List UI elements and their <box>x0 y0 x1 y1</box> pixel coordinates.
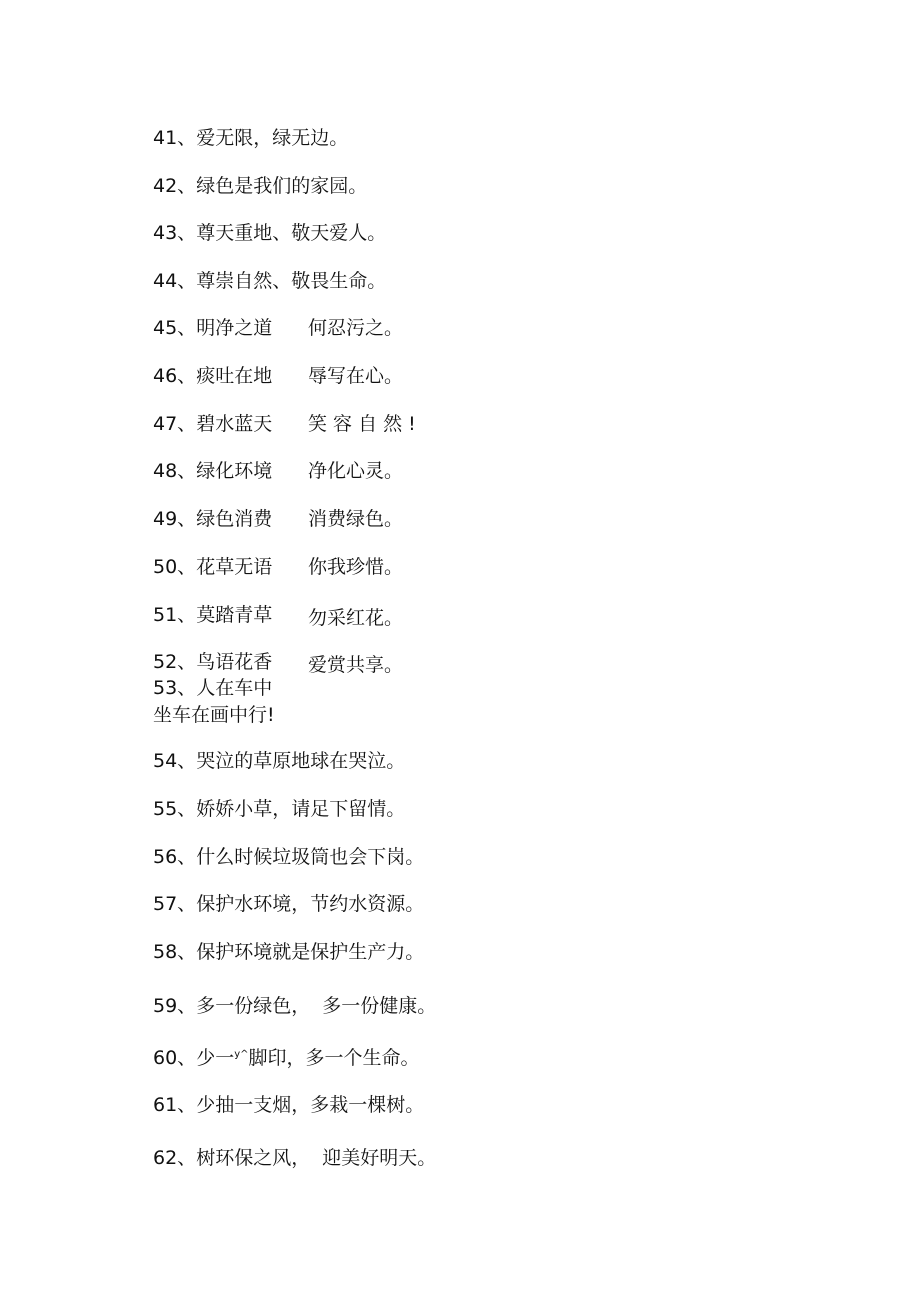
slogan-55: 55、娇娇小草，请足下留情。 <box>153 798 406 820</box>
slogan-41: 41、爱无限，绿无边。 <box>153 127 349 149</box>
slogan-62: 62、树环保之风， 迎美好明天。 <box>153 1147 437 1169</box>
slogan-58: 58、保护环境就是保护生产力。 <box>153 941 425 963</box>
slogan-50: 50、花草无语 你我珍惜。 <box>153 556 404 578</box>
slogan-53-continued: 坐车在画中行! <box>153 704 275 726</box>
slogan-48: 48、绿化环境 净化心灵。 <box>153 460 404 482</box>
slogan-61: 61、少抽一支烟，多栽一棵树。 <box>153 1094 425 1116</box>
slogan-45: 45、明净之道 何忍污之。 <box>153 317 404 339</box>
slogan-54: 54、哭泣的草原地球在哭泣。 <box>153 750 406 772</box>
slogan-49: 49、绿色消费 消费绿色。 <box>153 508 404 530</box>
slogan-52: 52、鸟语花香 爱赏共享。 <box>153 651 404 676</box>
slogan-44: 44、尊崇自然、敬畏生命。 <box>153 270 387 292</box>
slogan-51: 51、莫踏青草 勿采红花。 <box>153 604 404 629</box>
slogan-46: 46、痰吐在地 辱写在心。 <box>153 365 404 387</box>
slogan-43: 43、尊天重地、敬天爱人。 <box>153 222 387 244</box>
slogan-59: 59、多一份绿色， 多一份健康。 <box>153 995 437 1017</box>
slogan-57: 57、保护水环境，节约水资源。 <box>153 893 425 915</box>
slogan-47: 47、碧水蓝天 笑 容 自 然 ! <box>153 413 416 435</box>
slogan-56: 56、什么时候垃圾筒也会下岗。 <box>153 846 425 868</box>
slogan-60: 60、少一$^{y\^{}}$脚印，多一个生命。 <box>153 1047 420 1069</box>
slogan-53: 53、人在车中 <box>153 677 273 699</box>
slogan-42: 42、绿色是我们的家园。 <box>153 175 368 197</box>
